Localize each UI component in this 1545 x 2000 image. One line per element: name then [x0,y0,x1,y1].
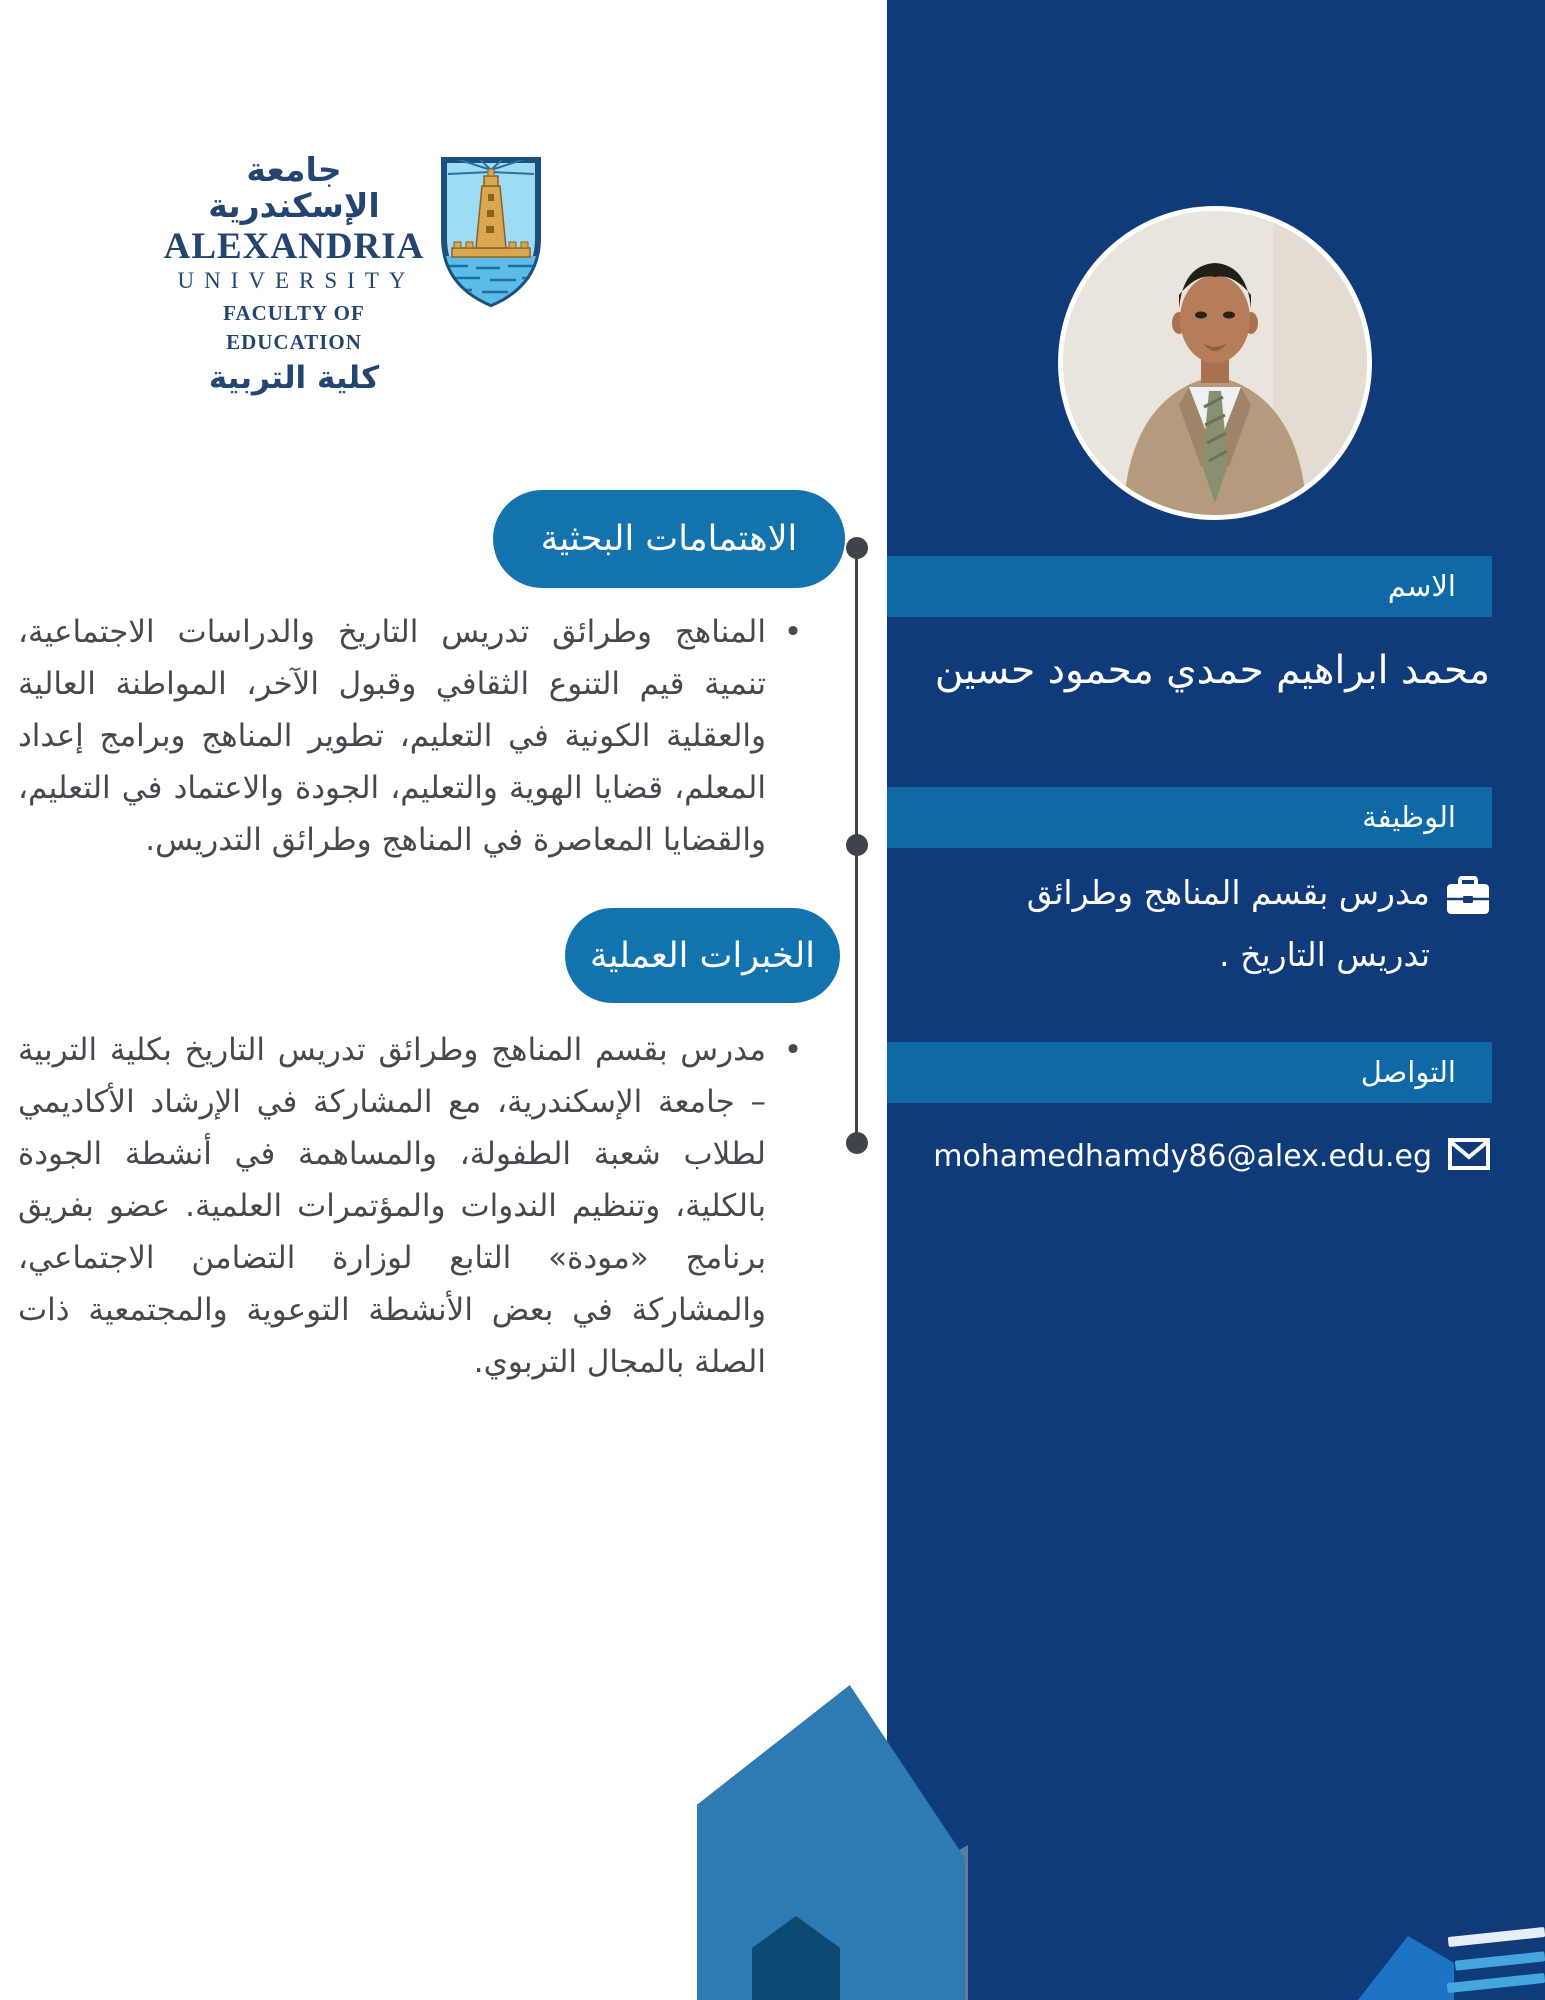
name-label: الاسم [1387,569,1456,603]
university-logo [160,152,544,396]
university-name-arabic: جامعة الإسكندرية [208,150,380,226]
profile-name: محمد ابراهيم حمدي محمود حسين [934,648,1490,693]
university-logo-text [160,152,428,396]
faculty-name-arabic: كلية التربية [208,359,380,396]
contact-row [933,1138,1490,1174]
university-word: UNIVERSITY [177,268,416,294]
experience-text: مدرس بقسم المناهج وطرائق تدريس التاريخ بكلية التربية – جامعة الإسكندرية، مع المشاركة في الإرشاد الأكاديمي لطلاب شعبة الطفولة، والمساهمة في أنشطة الجودة بالكلية، وتنظيم الندوات والمؤتمرات العلمية. عضو بفريق برنامج «مودة» التابع لوزارة التضامن الاجتماعي، والمشاركة في بعض الأنشطة التوعوية والمجتمعية ذات الصلة بالمجال التربوي. [18,1032,766,1380]
research-interests-title: الاهتمامات البحثية [540,519,798,559]
lighthouse-shield-icon [438,152,544,314]
job-row [992,862,1490,986]
job-section-banner [887,787,1492,848]
research-interests-text: المناهج وطرائق تدريس التاريخ والدراسات الاجتماعية، تنمية قيم التنوع الثقافي وقبول الآخر، المواطنة العالية والعقلية الكونية في التعليم، تطوير المناهج وبرامج إعداد المعلم، قضايا الهوية والتعليم، الجودة والاعتماد في التعليم، والقضايا المعاصرة في المناهج وطرائق التدريس. [18,614,766,858]
faculty-name-english: FACULTY OF EDUCATION [223,300,365,355]
job-title-text: مدرس بقسم المناهج وطرائق تدريس التاريخ . [1026,873,1430,974]
job-label: الوظيفة [1362,800,1456,834]
profile-photo [1058,206,1372,520]
timeline-dot-middle [846,834,868,856]
experience-title: الخبرات العملية [589,935,816,976]
contact-label: التواصل [1360,1055,1456,1089]
section-experience-header [565,908,840,1003]
timeline-dot-top [846,537,868,559]
university-name-english: ALEXANDRIA [163,225,425,267]
briefcase-icon [1446,876,1490,920]
contact-section-banner [887,1042,1492,1103]
name-section-banner [887,556,1492,617]
timeline-dot-bottom [846,1132,868,1154]
email-address[interactable]: mohamedhamdy86@alex.edu.eg [933,1138,1432,1174]
envelope-icon [1448,1138,1490,1174]
bullet-marker: • [783,1032,803,1068]
profile-panel [887,0,1545,2000]
experience-paragraph [18,1024,810,1388]
section-research-interests-header [493,490,845,588]
bullet-marker: • [783,614,803,650]
research-interests-paragraph [18,606,810,866]
